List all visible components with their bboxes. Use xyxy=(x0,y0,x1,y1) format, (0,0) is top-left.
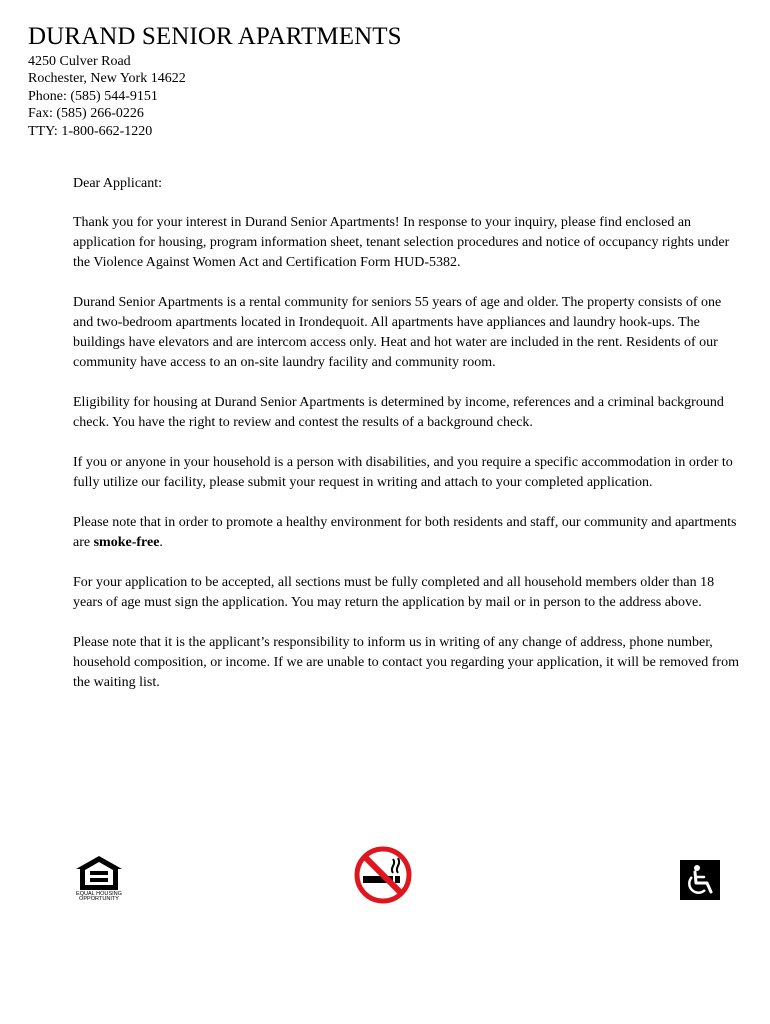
paragraph-responsibility: Please note that it is the applicant’s responsibility to inform us in writing of any change of address, phone number, household composition, or income. If we are unable to contact you regarding your application, it will be removed from the waiting list. xyxy=(73,635,739,690)
no-smoking-icon xyxy=(353,845,413,905)
letterhead-address xyxy=(28,53,186,140)
smoke-free-emphasis: smoke-free xyxy=(93,535,160,550)
svg-text:EQUAL HOUSING: EQUAL HOUSING xyxy=(76,891,123,897)
address-phone: Phone: (585) 544-9151 xyxy=(28,88,158,104)
equal-housing-icon xyxy=(74,854,124,900)
address-fax: Fax: (585) 266-0226 xyxy=(28,106,144,122)
smoke-free-period: . xyxy=(159,535,163,550)
letter-body xyxy=(73,174,743,713)
paragraph-eligibility: Eligibility for housing at Durand Senior Apartments is determined by income, references and a criminal background check. You have the right to review and contest the results of a background check. xyxy=(73,395,724,430)
salutation: Dear Applicant: xyxy=(73,176,163,191)
smoke-free-text: Please note that in order to promote a healthy environment for both residents and staff, our community and apartments are xyxy=(73,515,737,550)
paragraph-accommodation: If you or anyone in your household is a person with disabilities, and you require a specific accommodation in order to fully utilize our facility, please submit your request in writing and attach to your completed application. xyxy=(73,455,733,490)
paragraph-smoke-free xyxy=(73,513,743,553)
address-city: Rochester, New York 14622 xyxy=(28,71,186,87)
paragraph-intro: Thank you for your interest in Durand Senior Apartments! In response to your inquiry, please find enclosed an application for housing, program information sheet, tenant selection procedures and notice of occupancy rights under the Violence Against Women Act and Certification Form HUD-5382. xyxy=(73,215,730,270)
paragraph-community: Durand Senior Apartments is a rental community for seniors 55 years of age and older. The property consists of one and two-bedroom apartments located in Irondequoit. All apartments have appliances and laundry hook-ups. The buildings have elevators and are intercom access only. Heat and hot water are included in the rent. Residents of our community have access to an on-site laundry facility and community room. xyxy=(73,295,722,370)
address-street: 4250 Culver Road xyxy=(28,54,131,69)
address-tty: TTY: 1-800-662-1220 xyxy=(28,123,153,139)
svg-text:OPPORTUNITY: OPPORTUNITY xyxy=(79,896,120,900)
wheelchair-icon xyxy=(680,860,720,900)
paragraph-acceptance: For your application to be accepted, all sections must be fully completed and all household members older than 18 years of age must sign the application. You may return the application by mail or in person to the address above. xyxy=(73,575,715,610)
letterhead-title: DURAND SENIOR APARTMENTS xyxy=(28,23,402,50)
